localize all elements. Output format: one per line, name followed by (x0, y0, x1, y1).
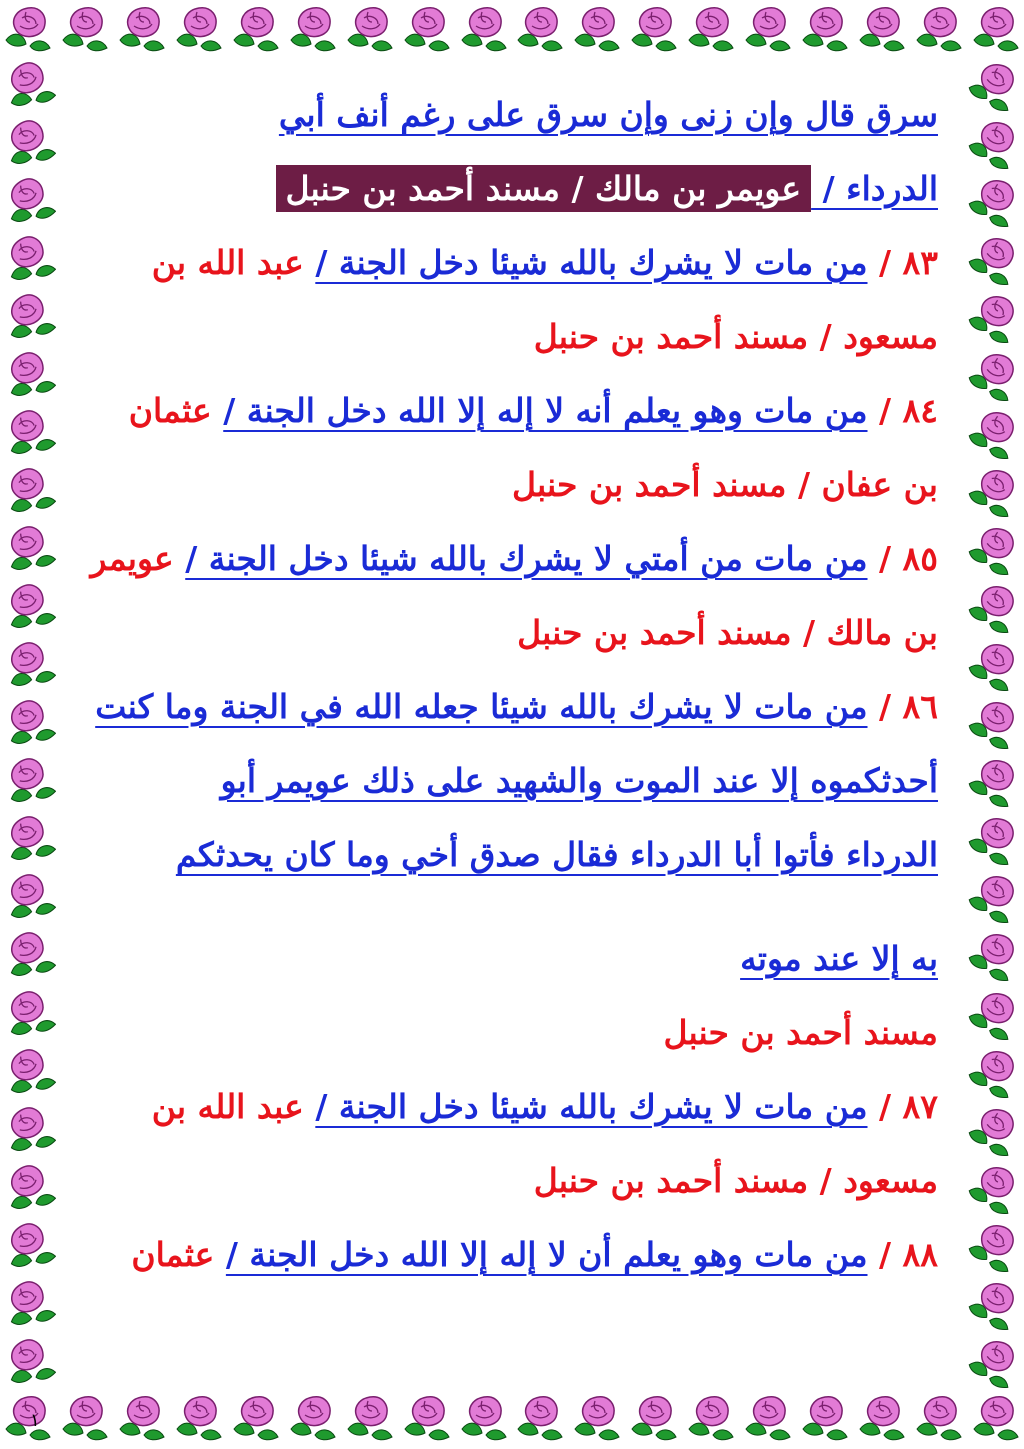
rose-icon (966, 56, 1022, 112)
rose-icon (569, 0, 625, 56)
rose-icon (512, 0, 568, 56)
text-line (86, 670, 938, 744)
rose-icon (626, 0, 682, 56)
rose-icon (0, 752, 56, 808)
hadith-text: سرق قال وإن زنى وإن سرق على رغم أنف أبي (278, 95, 938, 134)
rose-icon (966, 985, 1022, 1041)
rose-icon (968, 1389, 1024, 1445)
rose-icon (966, 1217, 1022, 1273)
hadith-number: ٨٥ / (867, 539, 938, 578)
text-line (86, 374, 938, 448)
rose-icon (966, 1333, 1022, 1389)
rose-icon (740, 1389, 796, 1445)
top-rose-border (0, 0, 1024, 56)
rose-icon (966, 1159, 1022, 1215)
hadith-text: من مات لا يشرك بالله شيئا دخل الجنة / (315, 243, 868, 282)
page-number: ١ (30, 1410, 40, 1431)
rose-icon (966, 1275, 1022, 1331)
rose-icon (0, 520, 56, 576)
narrator-citation: عويمر (90, 539, 186, 578)
rose-icon (966, 810, 1022, 866)
text-line (86, 522, 938, 596)
rose-icon (966, 462, 1022, 518)
rose-icon (966, 752, 1022, 808)
rose-icon (0, 462, 56, 518)
hadith-number: ٨٧ / (867, 1087, 938, 1126)
rose-icon (966, 346, 1022, 402)
rose-icon (0, 1275, 56, 1331)
rose-icon (966, 636, 1022, 692)
rose-icon (0, 1333, 56, 1389)
text-line (86, 996, 938, 1070)
rose-icon (0, 346, 56, 402)
rose-icon (0, 404, 56, 460)
rose-icon (968, 0, 1024, 56)
rose-icon (0, 56, 56, 112)
rose-icon (966, 1043, 1022, 1099)
narrator-citation: مسعود / مسند أحمد بن حنبل (533, 317, 938, 356)
rose-icon (399, 1389, 455, 1445)
rose-icon (0, 1389, 56, 1445)
rose-icon (911, 0, 967, 56)
text-line (86, 1070, 938, 1144)
hadith-number: ٨٣ / (867, 243, 938, 282)
rose-icon (0, 578, 56, 634)
rose-icon (0, 230, 56, 286)
narrator-citation: عبد الله بن (151, 243, 316, 282)
hadith-text: من مات من أمتي لا يشرك بالله شيئا دخل الجنة / (185, 539, 868, 578)
rose-icon (0, 926, 56, 982)
rose-icon (797, 0, 853, 56)
rose-icon (966, 288, 1022, 344)
rose-icon (911, 1389, 967, 1445)
highlighted-citation: عويمر بن مالك / مسند أحمد بن حنبل (276, 165, 812, 212)
rose-icon (626, 1389, 682, 1445)
rose-icon (456, 0, 512, 56)
rose-icon (966, 926, 1022, 982)
rose-icon (0, 810, 56, 866)
rose-icon (740, 0, 796, 56)
rose-icon (966, 520, 1022, 576)
hadith-number: ٨٤ / (867, 391, 938, 430)
text-line (86, 152, 938, 226)
rose-icon (342, 0, 398, 56)
rose-icon (114, 1389, 170, 1445)
rose-icon (399, 0, 455, 56)
rose-icon (342, 1389, 398, 1445)
rose-icon (0, 0, 56, 56)
rose-icon (797, 1389, 853, 1445)
hadith-text-body (86, 78, 938, 1379)
rose-icon (171, 1389, 227, 1445)
rose-icon (285, 1389, 341, 1445)
rose-icon (966, 694, 1022, 750)
hadith-text: الدرداء فأتوا أبا الدرداء فقال صدق أخي وما كان يحدثكم (175, 835, 938, 874)
rose-icon (0, 1043, 56, 1099)
text-line (86, 448, 938, 522)
rose-icon (0, 1101, 56, 1157)
narrator-citation: بن مالك / مسند أحمد بن حنبل (517, 613, 938, 652)
rose-icon (0, 114, 56, 170)
rose-icon (228, 1389, 284, 1445)
rose-icon (966, 404, 1022, 460)
narrator-citation: عبد الله بن (151, 1087, 316, 1126)
rose-icon (683, 1389, 739, 1445)
rose-icon (512, 1389, 568, 1445)
narrator-citation: عثمان (128, 391, 224, 430)
hadith-text: من مات وهو يعلم أن لا إله إلا الله دخل الجنة / (225, 1235, 868, 1274)
text-line (86, 226, 938, 300)
rose-icon (966, 1101, 1022, 1157)
rose-icon (0, 1217, 56, 1273)
text-line (86, 78, 938, 152)
rose-icon (171, 0, 227, 56)
text-line (86, 1144, 938, 1218)
rose-icon (854, 1389, 910, 1445)
right-rose-border (966, 56, 1024, 1389)
rose-icon (114, 0, 170, 56)
rose-icon (0, 1159, 56, 1215)
rose-icon (854, 0, 910, 56)
rose-icon (966, 230, 1022, 286)
text-line (86, 818, 938, 892)
text-line (86, 596, 938, 670)
rose-icon (569, 1389, 625, 1445)
rose-icon (228, 0, 284, 56)
hadith-text: أحدثكموه إلا عند الموت والشهيد على ذلك عويمر أبو (220, 761, 938, 800)
hadith-number: ٨٨ / (867, 1235, 938, 1274)
hadith-text: من مات لا يشرك بالله شيئا جعله الله في الجنة وما كنت (95, 687, 868, 726)
rose-icon (285, 0, 341, 56)
rose-icon (683, 0, 739, 56)
text-line (86, 744, 938, 818)
rose-icon (57, 1389, 113, 1445)
narrator-citation: عثمان (131, 1235, 226, 1274)
rose-icon (0, 636, 56, 692)
hadith-text: من مات وهو يعلم أنه لا إله إلا الله دخل الجنة / (223, 391, 868, 430)
rose-icon (0, 985, 56, 1041)
rose-icon (0, 288, 56, 344)
narrator-citation: مسعود / مسند أحمد بن حنبل (533, 1161, 938, 1200)
narrator-citation: مسند أحمد بن حنبل (663, 1013, 938, 1052)
hadith-number: ٨٦ / (867, 687, 938, 726)
narrator-citation: بن عفان / مسند أحمد بن حنبل (512, 465, 938, 504)
text-line (86, 1218, 938, 1292)
text-line (86, 922, 938, 996)
rose-icon (966, 578, 1022, 634)
rose-icon (0, 172, 56, 228)
hadith-text: به إلا عند موته (740, 939, 938, 978)
rose-icon (0, 694, 56, 750)
hadith-text: الدرداء / (811, 169, 938, 208)
bottom-rose-border (0, 1389, 1024, 1449)
rose-icon (966, 172, 1022, 228)
text-line (86, 300, 938, 374)
rose-icon (456, 1389, 512, 1445)
hadith-text: من مات لا يشرك بالله شيئا دخل الجنة / (315, 1087, 868, 1126)
rose-icon (57, 0, 113, 56)
left-rose-border (0, 56, 56, 1389)
rose-icon (966, 868, 1022, 924)
rose-icon (0, 868, 56, 924)
rose-icon (966, 114, 1022, 170)
